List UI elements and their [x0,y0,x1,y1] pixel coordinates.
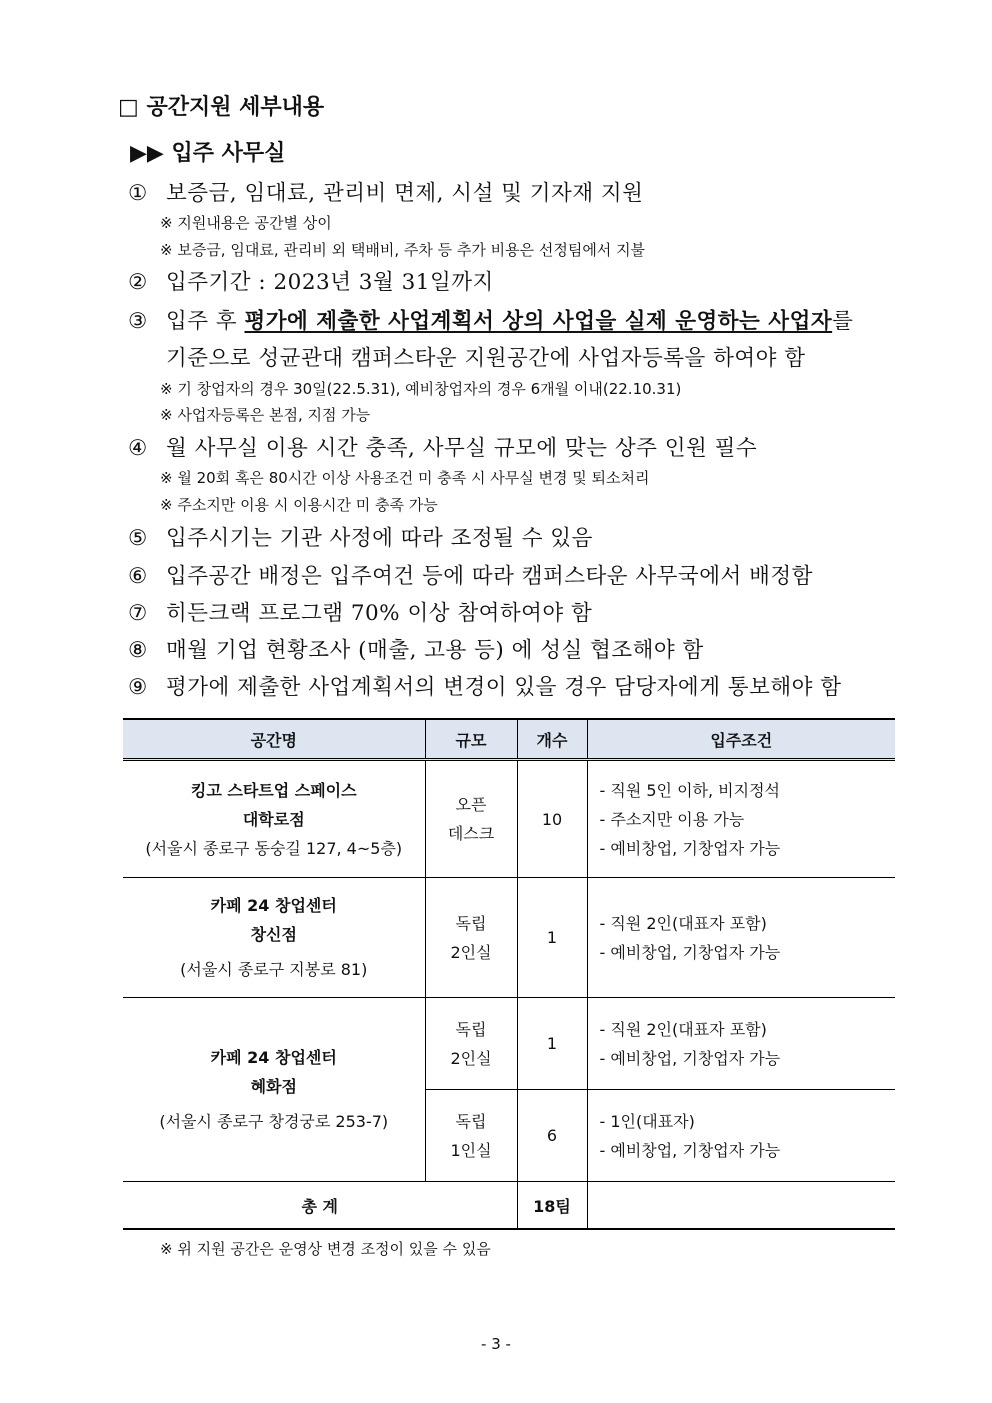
item-number: ⑥ [128,564,148,589]
space-name: 카페 24 창업센터 [210,1048,337,1067]
count-cell: 1 [517,878,587,998]
condition-line: - 예비창업, 기창업자 가능 [599,942,781,962]
list-item [128,265,494,296]
space-address: (서울시 종로구 동숭길 127, 4~5층) [145,838,403,858]
space-address: (서울시 종로구 창경궁로 253-7) [159,1112,389,1131]
item-number: ⑦ [128,601,148,626]
condition-line: - 직원 2인(대표자 포함) [599,913,767,933]
space-address: (서울시 종로구 지봉로 81) [180,960,368,979]
condition-cell [587,1090,895,1182]
size-unit: 2인실 [450,1048,492,1068]
space-table [123,718,895,1230]
total-empty-cell [587,1182,895,1230]
size-unit: 데스크 [447,824,495,843]
size-cell [425,1090,517,1182]
condition-cell [587,760,895,878]
list-item [128,521,593,552]
condition-line: - 1인(대표자) [599,1111,695,1131]
space-name-cell [123,998,425,1182]
item-text: 보증금, 임대료, 관리비 면제, 시설 및 기자재 지원 [166,181,644,206]
list-item [128,176,643,207]
list-item [128,596,592,627]
table-row [123,760,895,878]
count-cell: 10 [517,760,587,878]
item-text: 히든크랙 프로그램 70% 이상 참여하여야 함 [166,601,593,626]
item-number: ③ [128,309,148,334]
note: ※ 사업자등록은 본점, 지점 가능 [160,406,371,424]
item-number: ④ [128,436,148,461]
size-unit: 2인실 [450,942,492,962]
size-type: 독립 [455,913,487,933]
item-text: 를 [832,309,854,334]
total-label: 총 계 [123,1182,517,1230]
space-name-cell [123,878,425,998]
table-row [123,878,895,998]
section-heading: □ 공간지원 세부내용 [118,94,325,120]
note: ※ 보증금, 임대료, 관리비 외 택배비, 주차 등 추가 비용은 선정팀에서 지불 [160,241,646,259]
space-name: 카페 24 창업센터 [210,896,337,915]
item-text: 입주시기는 기관 사정에 따라 조정될 수 있음 [166,526,593,551]
item-number: ⑨ [128,675,148,700]
space-branch: 대학로점 [242,809,305,829]
condition-line: - 직원 2인(대표자 포함) [599,1019,767,1039]
condition-line: - 예비창업, 기창업자 가능 [599,1140,781,1160]
list-item [128,670,841,701]
list-item-continuation: 기준으로 성균관대 캠퍼스타운 지원공간에 사업자등록을 하여야 함 [166,346,806,371]
table-footnote: ※ 위 지원 공간은 운영상 변경 조정이 있을 수 있음 [160,1240,491,1258]
list-item [128,633,704,664]
table-header-row [123,719,895,760]
page-number: - 3 - [481,1335,511,1353]
item-number: ⑤ [128,526,148,551]
size-cell [425,878,517,998]
list-item [128,431,757,462]
item-emphasis: 평가에 제출한 사업계획서 상의 사업을 실제 운영하는 사업자 [244,309,833,334]
item-text: 매월 기업 현황조사 (매출, 고용 등) 에 성실 협조해야 함 [166,638,704,663]
item-text: 입주기간 : 2023년 3월 31일까지 [166,270,494,295]
count-cell: 1 [517,998,587,1090]
size-type: 오픈 [455,795,487,814]
size-cell [425,760,517,878]
table-row [123,998,895,1090]
space-branch: 창신점 [250,925,297,944]
size-cell [425,998,517,1090]
list-item [128,559,813,590]
space-name-cell [123,760,425,878]
condition-cell [587,878,895,998]
note: ※ 기 창업자의 경우 30일(22.5.31), 예비창업자의 경우 6개월 이내(22.10.31) [160,380,682,398]
condition-line: - 예비창업, 기창업자 가능 [599,838,781,858]
size-type: 독립 [455,1111,487,1131]
item-number: ⑧ [128,638,148,663]
item-number: ② [128,270,148,295]
item-number: ① [128,181,148,206]
size-type: 독립 [455,1019,487,1039]
count-cell: 6 [517,1090,587,1182]
space-name: 킹고 스타트업 스페이스 [190,780,357,800]
note: ※ 월 20회 혹은 80시간 이상 사용조건 미 충족 시 사무실 변경 및 퇴소처리 [160,469,650,487]
header-count: 개수 [517,719,587,760]
condition-cell [587,998,895,1090]
note: ※ 지원내용은 공간별 상이 [160,214,332,232]
item-text: 월 사무실 이용 시간 충족, 사무실 규모에 맞는 상주 인원 필수 [166,436,758,461]
header-size: 규모 [425,719,517,760]
note: ※ 주소지만 이용 시 이용시간 미 충족 가능 [160,496,438,514]
item-text: 입주공간 배정은 입주여건 등에 따라 캠퍼스타운 사무국에서 배정함 [166,564,813,589]
header-space-name: 공간명 [123,719,425,760]
subsection-heading: ▶▶ 입주 사무실 [130,140,286,166]
total-value: 18팀 [517,1182,587,1230]
total-row [123,1182,895,1230]
item-text: 평가에 제출한 사업계획서의 변경이 있을 경우 담당자에게 통보해야 함 [166,675,842,700]
condition-line: - 직원 5인 이하, 비지정석 [599,780,780,800]
condition-line: - 주소지만 이용 가능 [599,809,745,829]
condition-line: - 예비창업, 기창업자 가능 [599,1048,781,1068]
item-text: 입주 후 [166,309,245,334]
list-item [128,304,853,335]
size-unit: 1인실 [450,1140,492,1160]
header-condition: 입주조건 [587,719,895,760]
space-branch: 혜화점 [250,1077,297,1096]
